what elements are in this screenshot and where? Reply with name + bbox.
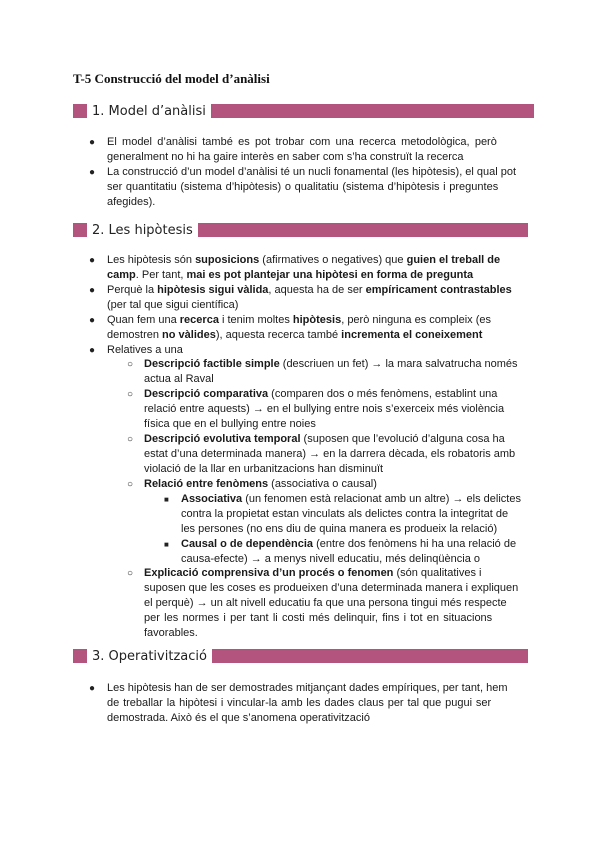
document-title: T-5 Construcció del model d’anàlisi	[73, 71, 270, 86]
paragraph-line: Associativa (un fenomen està relacionat amb un altre) → els delictes	[181, 493, 521, 505]
paragraph-line: Quan fem una recerca i tenim moltes hipòtesis, però ninguna es compleix (es	[107, 314, 492, 326]
paragraph-line: Les hipòtesis són suposicions (afirmatives o negatives) que guien el treball de	[107, 254, 501, 266]
sub-sub-bullet-marker: ■	[164, 540, 169, 549]
section-accent-block	[73, 223, 87, 237]
paragraph-line: La construcció d’un model d’anàlisi té un nucli fonamental (les hipòtesis), el qual pot	[107, 166, 517, 178]
paragraph-line: El model d’anàlisi també es pot trobar com una recerca metodològica, però	[107, 136, 497, 148]
section-accent-bar	[212, 649, 528, 663]
bullet-marker: ●	[89, 285, 96, 296]
section-accent-block	[73, 104, 87, 118]
section-accent-bar	[211, 104, 534, 118]
section-header-hipotesis	[73, 222, 528, 238]
paragraph-line: (per tal que sigui científica)	[107, 299, 239, 311]
paragraph-line: causa-efecte) → a menys nivell educatiu, més delinqüència o	[181, 553, 480, 565]
paragraph-line: ser quantitatiu (sistema d’hipòtesis) o qualitatiu (sistema d’hipòtesis i preguntes	[107, 181, 499, 193]
paragraph-line: el perquè) → un alt nivell educatiu fa que una persona tingui més respecte	[144, 597, 507, 609]
paragraph-line: Causal o de dependència (entre dos fenòmens hi ha una relació de	[181, 538, 517, 550]
bullet-marker: ●	[89, 167, 96, 178]
sub-bullet-marker: ○	[127, 359, 134, 370]
paragraph-line: violació de la llar en urbanitzacions han disminuït	[144, 463, 384, 475]
paragraph-line: favorables.	[144, 627, 198, 639]
sub-bullet-marker: ○	[127, 389, 134, 400]
paragraph-line: Descripció evolutiva temporal (suposen que l’evolució d’alguna cosa ha	[144, 433, 505, 445]
paragraph-line: per les normes i per tant li costi més delinquir, fins i tot en situacions	[144, 612, 493, 624]
paragraph-line: les persones (no ens diu de quina manera es produeix la relació)	[181, 523, 498, 535]
paragraph-line: de treballar la hipòtesi i vincular-la amb les dades claus per tal que pugui ser	[107, 697, 492, 709]
bullet-marker: ●	[89, 137, 96, 148]
paragraph-line: demostren no vàlides), aquesta recerca també incrementa el coneixement	[107, 329, 483, 341]
paragraph-line: Relatives a una	[107, 344, 183, 356]
sub-bullet-marker: ○	[127, 434, 134, 445]
paragraph-line: generalment no hi ha gaire interès en saber com s’ha construït la recerca	[107, 151, 464, 163]
paragraph-line: Relació entre fenòmens (associativa o causal)	[144, 478, 377, 490]
paragraph-line: relació entre aquests) → en el bullying entre nois s’exerceix més violència	[144, 403, 505, 415]
section-title: 1. Model d’anàlisi	[92, 103, 206, 119]
bullet-marker: ●	[89, 683, 96, 694]
paragraph-line: demostrada. Això és el que s’anomena operativització	[107, 712, 370, 724]
paragraph-line: actua al Raval	[144, 373, 214, 385]
sub-bullet-marker: ○	[127, 568, 134, 579]
bullet-marker: ●	[89, 255, 96, 266]
bullet-marker: ●	[89, 315, 96, 326]
sub-bullet-marker: ○	[127, 479, 134, 490]
section-header-model	[73, 103, 534, 119]
paragraph-line: suposen que les coses es produeixen d’una determinada manera i expliquen	[144, 582, 519, 594]
paragraph-line: Descripció factible simple (descriuen un fet) → la mara salvatrucha només	[144, 358, 518, 370]
section-header-operativitzacio	[73, 648, 528, 664]
paragraph-line: Les hipòtesis han de ser demostrades mitjançant dades empíriques, per tant, hem	[107, 682, 508, 694]
bullet-marker: ●	[89, 345, 96, 356]
paragraph-line: física que en el bullying entre noies	[144, 418, 316, 430]
paragraph-line: contra la propietat estan vinculats als delictes contra la integritat de	[181, 508, 509, 520]
section-title: 3. Operativització	[92, 648, 207, 664]
sub-sub-bullet-marker: ■	[164, 495, 169, 504]
paragraph-line: afegides).	[107, 196, 156, 208]
paragraph-line: Descripció comparativa (comparen dos o més fenòmens, establint una	[144, 388, 498, 400]
paragraph-line: Perquè la hipòtesis sigui vàlida, aquesta ha de ser empíricament contrastables	[107, 284, 512, 296]
paragraph-line: Explicació comprensiva d’un procés o fenomen (són qualitatives i	[144, 567, 482, 579]
paragraph-line: estat d’una determinada manera) → en la darrera dècada, els robatoris amb	[144, 448, 516, 460]
section-accent-block	[73, 649, 87, 663]
section-accent-bar	[198, 223, 528, 237]
section-title: 2. Les hipòtesis	[92, 222, 193, 238]
paragraph-line: camp. Per tant, mai es pot plantejar una hipòtesi en forma de pregunta	[107, 269, 474, 281]
